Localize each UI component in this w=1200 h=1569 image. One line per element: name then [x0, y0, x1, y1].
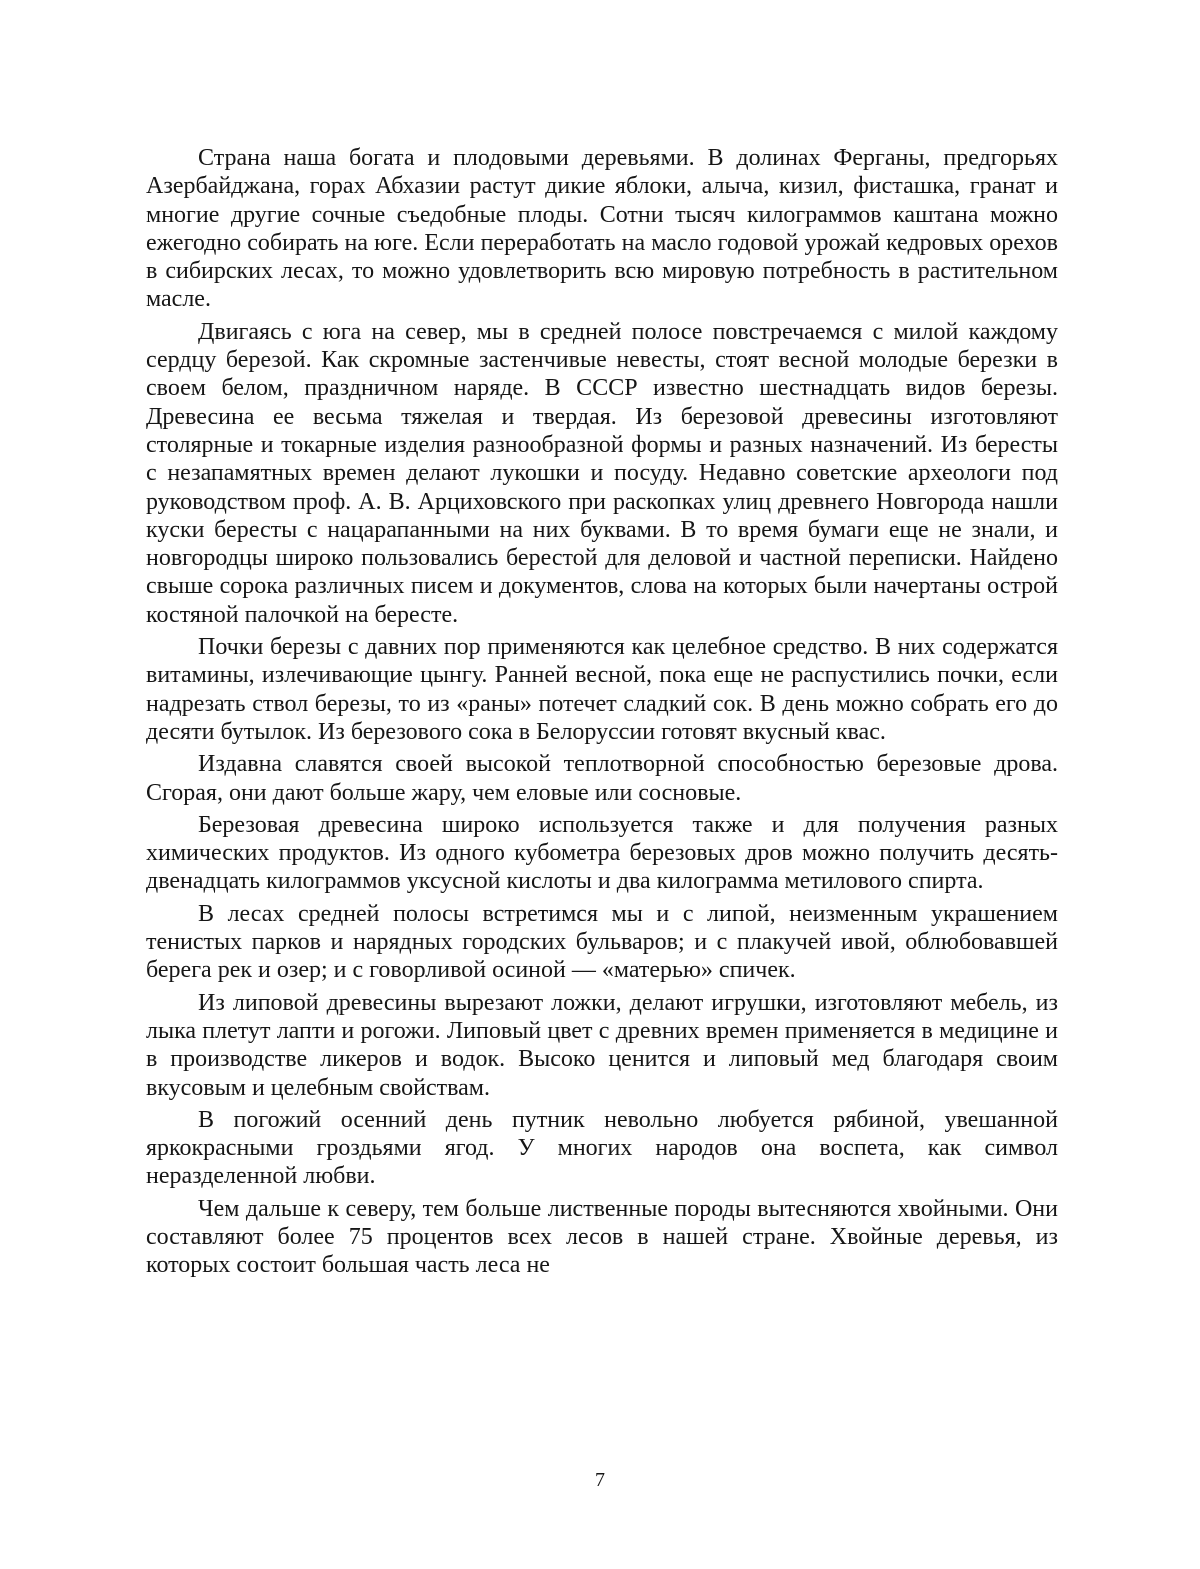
paragraph-conifers: Чем дальше к северу, тем больше лиственные породы вытесняются хвойными. Они составляют более 75 процентов всех лесов в нашей стране. Хвойные деревья, из которых состоит большая часть леса не	[146, 1195, 1058, 1279]
paragraph-birch-buds: Почки березы с давних пор применяются как целебное средство. В них содержатся витамины, излечивающие цынгу. Ранней весной, пока еще не распустились почки, если надрезать ствол березы, то из «раны» потечет сладкий сок. В день можно собрать его до десяти бутылок. Из березового сока в Белоруссии готовят вкусный квас.	[146, 634, 1058, 745]
paragraph-fruit-trees: Страна наша богата и плодовыми деревьями. В долинах Ферганы, предгорьях Азербайджана, горах Абхазии растут дикие яблоки, алыча, кизил, фисташка, гранат и многие другие сочные съедобные плоды. Сотни тысяч килограммов каштана можно ежегодно собирать на юге. Если переработать на масло годовой урожай кедровых орехов в сибирских лесах, то можно удовлетворить всю мировую потребность в растительном масле.	[146, 145, 1058, 313]
page-body	[146, 144, 1058, 1284]
paragraph-linden-uses: Из липовой древесины вырезают ложки, делают игрушки, изготовляют мебель, из лыка плетут лапти и рогожи. Липовый цвет с древних времен применяется в медицине и в производстве ликеров и водок. Высоко ценится и липовый мед благодаря своим вкусовым и целебным свойствам.	[146, 989, 1058, 1101]
paragraph-birch-firewood: Издавна славятся своей высокой теплотворной способностью березовые дрова. Сгорая, они дают больше жару, чем еловые или сосновые.	[146, 751, 1058, 806]
paragraph-birch: Двигаясь с юга на север, мы в средней полосе повстречаемся с милой каждому сердцу березой. Как скромные застенчивые невесты, стоят весной молодые березки в своем белом, праздничном наряде. В СССР известно шестнадцать видов березы. Древесина ее весьма тяжелая и твердая. Из березовой древесины изготовляют столярные и токарные изделия разнообразной формы и разных назначений. Из бересты с незапамятных времен делают лукошки и посуду. Недавно советские археологи под руководством проф. А. В. Арциховского при раскопках улиц древнего Новгорода нашли куски бересты с нацарапанными на них буквами. В то время бумаги еще не знали, и новгородцы широко пользовались берестой для деловой и частной переписки. Найдено свыше сорока различных писем и документов, слова на которых были начертаны острой костяной палочкой на бересте.	[146, 318, 1058, 628]
paragraph-rowan: В погожий осенний день путник невольно любуется рябиной, увешанной яркокрасными гроздьями ягод. У многих народов она воспета, как символ неразделенной любви.	[146, 1106, 1058, 1190]
paragraph-linden-willow-aspen: В лесах средней полосы встретимся мы и с липой, неизменным украшением тенистых парков и нарядных городских бульваров; и с плакучей ивой, облюбовавшей берега рек и озер; и с говорливой осиной — «матерью» спичек.	[146, 900, 1058, 984]
page-number: 7	[595, 1469, 605, 1491]
paragraph-birch-chemicals: Березовая древесина широко используется также и для получения разных химических продуктов. Из одного кубометра березовых дров можно получить десять-двенадцать килограммов уксусной кислоты и два килограмма метилового спирта.	[146, 811, 1058, 895]
